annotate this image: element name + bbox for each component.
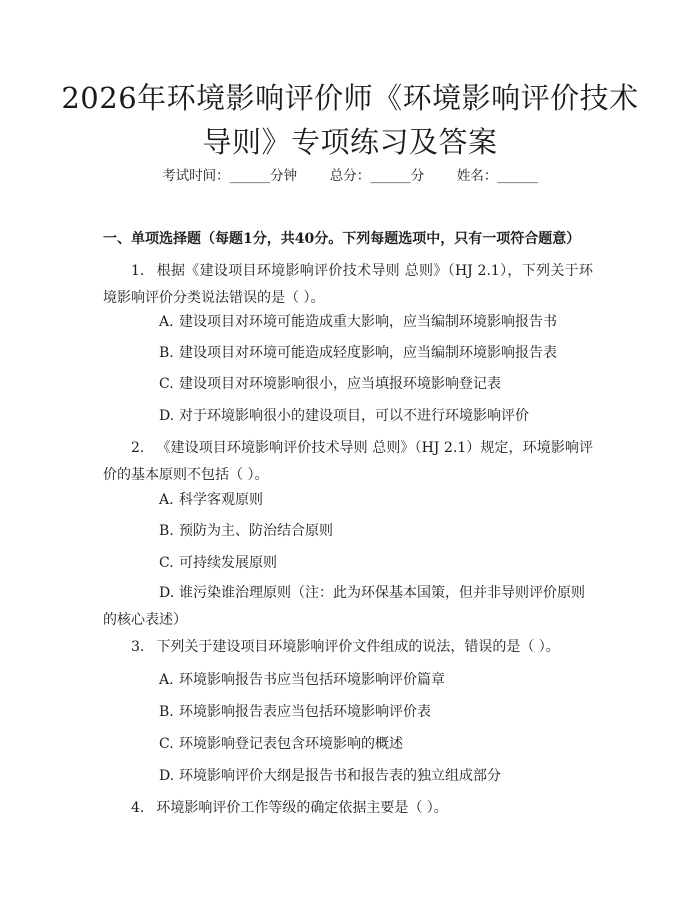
option-text: 谁污染谁治理原则（注：此为环保基本国策，但并非导则评价原则的核心表述） (103, 585, 585, 628)
question-number: 4. (131, 800, 145, 816)
option-text: 环境影响报告书应当包括环境影响评价篇章 (179, 672, 445, 688)
option-letter: D. (159, 768, 175, 784)
question-4-stem (103, 795, 593, 822)
option-letter: A. (159, 492, 174, 508)
question-3-stem (103, 634, 593, 661)
option-letter: C. (159, 736, 174, 752)
question-2-option-d (103, 580, 595, 634)
question-text: 环境影响评价工作等级的确定依据主要是（ ）。 (156, 800, 448, 816)
option-letter: C. (159, 376, 174, 392)
option-text: 预防为主、防治结合原则 (179, 523, 333, 539)
option-text: 对于环境影响很小的建设项目，可以不进行环境影响评价 (179, 408, 529, 424)
option-text: 建设项目对环境影响很小，应当填报环境影响登记表 (179, 376, 501, 392)
question-number: 1. (131, 263, 145, 279)
option-letter: D. (159, 585, 175, 601)
question-text: 下列关于建设项目环境影响评价文件组成的说法，错误的是（ ）。 (156, 639, 560, 655)
question-3-option-a (159, 670, 599, 691)
option-letter: A. (159, 672, 174, 688)
option-text: 可持续发展原则 (179, 555, 277, 571)
document-title: 2026年环境影响评价师《环境影响评价技术导则》专项练习及答案 (61, 81, 639, 159)
name-blank: ______ (497, 168, 538, 184)
exam-time-label: 考试时间： (162, 168, 230, 184)
question-1-option-c (159, 374, 599, 395)
exam-time-blank: ______ (229, 168, 271, 184)
question-3-option-b (159, 702, 599, 723)
exam-info-line (0, 166, 700, 186)
question-1-option-a (159, 312, 599, 333)
name-label: 姓名： (456, 168, 498, 184)
question-3-option-d (159, 766, 599, 787)
question-text: 《建设项目环境影响评价技术导则 总则》（HJ 2.1）规定，环境影响评价的基本原则不包括（ ）。 (103, 440, 593, 483)
option-letter: C. (159, 555, 174, 571)
total-score-label: 总分： (329, 168, 371, 184)
option-text: 环境影响登记表包含环境影响的概述 (179, 736, 403, 752)
question-1-option-b (159, 343, 599, 364)
option-text: 环境影响报告表应当包括环境影响评价表 (179, 704, 431, 720)
exam-time-unit: 分钟 (270, 168, 298, 184)
option-letter: D. (159, 408, 175, 424)
question-1-option-d (159, 406, 599, 427)
total-score-blank: ______ (370, 168, 411, 184)
question-2-option-b (159, 521, 599, 542)
question-2-stem (103, 435, 593, 489)
option-letter: A. (159, 314, 174, 330)
question-text: 根据《建设项目环境影响评价技术导则 总则》（HJ 2.1），下列关于环境影响评价分类说法错误的是（ ）。 (103, 263, 593, 306)
question-number: 2. (131, 440, 145, 456)
option-text: 环境影响评价大纲是报告书和报告表的独立组成部分 (179, 768, 501, 784)
option-letter: B. (159, 523, 174, 539)
option-letter: B. (159, 345, 174, 361)
total-score-unit: 分 (410, 168, 425, 184)
option-text: 科学客观原则 (179, 492, 263, 508)
question-1-stem (103, 258, 593, 312)
question-2-option-c (159, 553, 599, 574)
question-2-option-a (159, 490, 599, 511)
section-heading: 一、单项选择题（每题1分，共40分。下列每题选项中，只有一项符合题意） (103, 231, 581, 247)
question-number: 3. (131, 639, 145, 655)
option-text: 建设项目对环境可能造成轻度影响，应当编制环境影响报告表 (179, 345, 557, 361)
question-3-option-c (159, 734, 599, 755)
option-text: 建设项目对环境可能造成重大影响，应当编制环境影响报告书 (179, 314, 557, 330)
option-letter: B. (159, 704, 174, 720)
